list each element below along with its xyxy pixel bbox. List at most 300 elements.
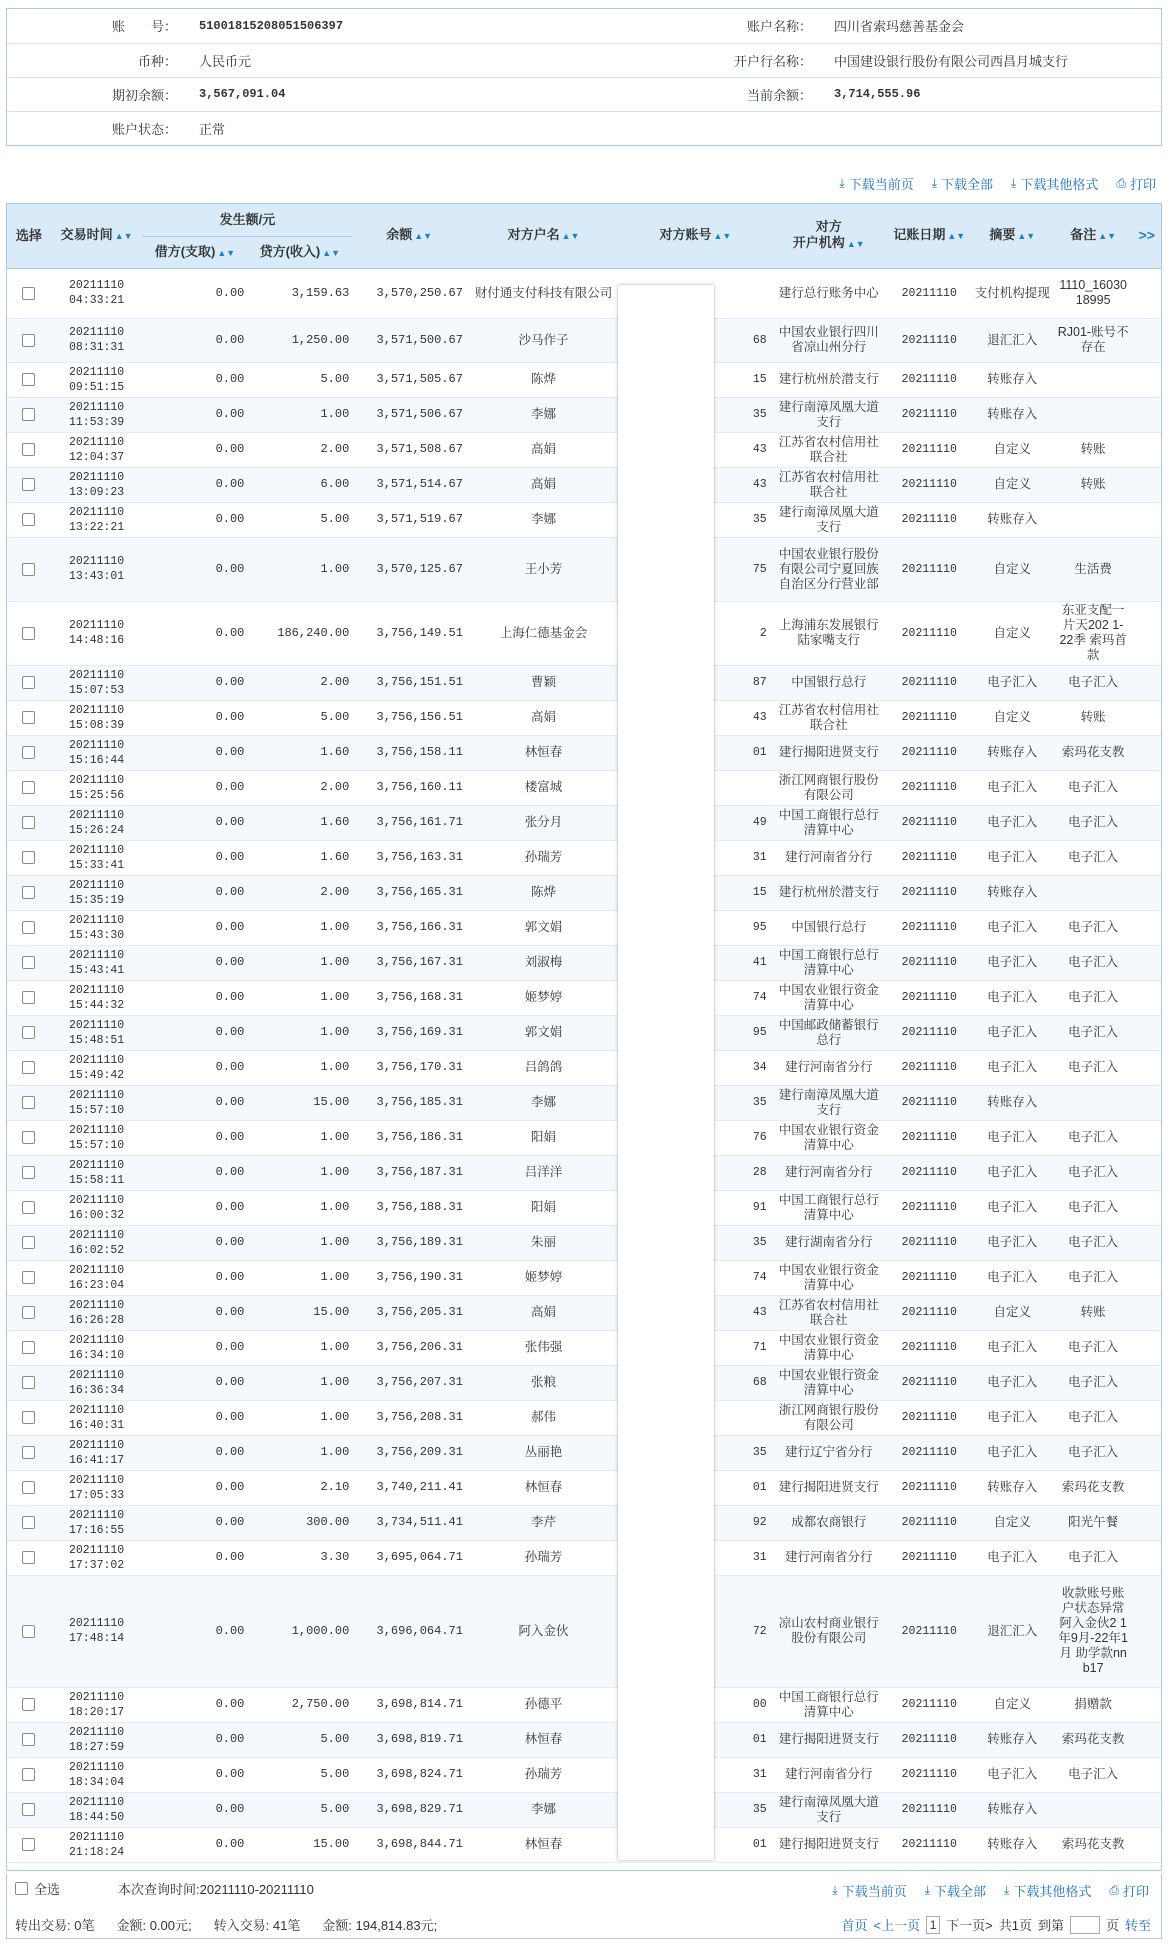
trx-date: 20211110 (68, 1193, 125, 1207)
remark-cell: 电子汇入 (1054, 1050, 1133, 1085)
post-date-cell: 20211110 (888, 362, 971, 397)
account-suffix: 15 (752, 886, 767, 899)
remark-cell: 电子汇入 (1054, 1155, 1133, 1190)
row-checkbox[interactable] (22, 1625, 35, 1638)
account-suffix: 35 (752, 1096, 767, 1109)
counterparty-name-cell: 陈烨 (466, 875, 621, 910)
row-checkbox[interactable] (22, 1026, 35, 1039)
balance-cell: 3,698,819.71 (352, 1722, 466, 1757)
bank-label: 开户行名称： (585, 43, 820, 77)
post-date-cell: 20211110 (888, 735, 971, 770)
row-select-cell (7, 362, 51, 397)
table-row (7, 432, 1161, 467)
download-icon: ⤓ (839, 176, 845, 190)
row-checkbox[interactable] (22, 1061, 35, 1074)
spacer-cell (1133, 945, 1162, 980)
post-date-cell: 20211110 (888, 1225, 971, 1260)
post-date-cell: 20211110 (888, 875, 971, 910)
trx-clock: 16:02:52 (68, 1243, 125, 1257)
post-date-cell: 20211110 (888, 1330, 971, 1365)
row-checkbox[interactable] (22, 1341, 35, 1354)
transaction-table-container (6, 203, 1162, 1871)
balance-cell: 3,740,211.41 (352, 1470, 466, 1505)
goto-page-input[interactable] (1070, 1916, 1100, 1934)
debit-cell: 0.00 (142, 1295, 247, 1330)
counterparty-bank-cell: 江苏省农村信用社联合社 (770, 432, 888, 467)
credit-cell: 2.00 (247, 770, 352, 805)
counterparty-bank-cell: 浙江网商银行股份有限公司 (770, 770, 888, 805)
table-row (7, 1225, 1161, 1260)
row-checkbox[interactable] (22, 886, 35, 899)
trx-time-cell (51, 1757, 143, 1792)
remark-cell: 阳光午餐 (1054, 1505, 1133, 1540)
counterparty-name-cell: 姬梦婷 (466, 1260, 621, 1295)
goto-button[interactable]: 转至 (1124, 1918, 1151, 1933)
table-row (7, 875, 1161, 910)
trx-time-cell (51, 1792, 143, 1827)
summary-cell: 电子汇入 (971, 1757, 1054, 1792)
row-checkbox[interactable] (22, 1768, 35, 1781)
counterparty-bank-cell: 中国银行总行 (770, 910, 888, 945)
row-checkbox[interactable] (22, 1376, 35, 1389)
row-checkbox[interactable] (22, 1271, 35, 1284)
row-checkbox[interactable] (22, 676, 35, 689)
row-select-cell (7, 1757, 51, 1792)
spacer-cell (1133, 1722, 1162, 1757)
post-date-cell: 20211110 (888, 432, 971, 467)
in-trx-count: 转入交易: 41笔 (213, 1918, 301, 1933)
post-date-cell: 20211110 (888, 1400, 971, 1435)
row-checkbox[interactable] (22, 478, 35, 491)
post-date-cell: 20211110 (888, 770, 971, 805)
row-checkbox[interactable] (22, 1446, 35, 1459)
row-select-cell (7, 1330, 51, 1365)
counterparty-name-cell: 财付通支付科技有限公司 (466, 268, 621, 318)
counterparty-bank-cell: 江苏省农村信用社联合社 (770, 700, 888, 735)
balance-cell: 3,570,250.67 (352, 268, 466, 318)
credit-cell: 2.00 (247, 432, 352, 467)
row-select-cell (7, 1827, 51, 1862)
trx-date: 20211110 (68, 1690, 125, 1704)
spacer-cell (1133, 1225, 1162, 1260)
trx-time-cell (51, 362, 143, 397)
credit-cell: 1.60 (247, 840, 352, 875)
debit-cell: 0.00 (142, 1365, 247, 1400)
counterparty-bank-cell: 中国农业银行资金清算中心 (770, 1330, 888, 1365)
debit-cell: 0.00 (142, 1225, 247, 1260)
row-checkbox[interactable] (22, 1131, 35, 1144)
row-checkbox[interactable] (22, 921, 35, 934)
account-suffix: 68 (752, 1376, 767, 1389)
post-date-cell: 20211110 (888, 1435, 971, 1470)
balance-cell: 3,756,187.31 (352, 1155, 466, 1190)
trx-date: 20211110 (68, 1543, 125, 1557)
row-checkbox[interactable] (22, 1516, 35, 1529)
trx-clock: 09:51:15 (68, 380, 125, 394)
download-other-format-button[interactable] (1004, 1881, 1091, 1900)
trx-time-cell (51, 1330, 143, 1365)
header-counterparty-bank[interactable] (770, 204, 888, 268)
download-page-button[interactable] (839, 174, 913, 193)
post-date-cell: 20211110 (888, 1155, 971, 1190)
sort-icon[interactable]: ▲▼ (713, 231, 732, 242)
query-time-text: 本次查询时间:20211110-20211110 (118, 1882, 314, 1897)
credit-cell: 1.00 (247, 1365, 352, 1400)
row-checkbox[interactable] (22, 563, 35, 576)
row-checkbox[interactable] (22, 334, 35, 347)
remark-cell: 收款账号账户状态异常阿入金伙2 1年9月-22年1月 助学款nn b17 (1054, 1575, 1133, 1687)
prev-page-link[interactable]: <上一页 (873, 1918, 921, 1933)
trx-time-cell (51, 1540, 143, 1575)
summary-cell: 自定义 (971, 1687, 1054, 1722)
spacer-cell (1133, 910, 1162, 945)
summary-cell: 电子汇入 (971, 980, 1054, 1015)
debit-cell: 0.00 (142, 268, 247, 318)
trx-time-cell (51, 1687, 143, 1722)
debit-cell: 0.00 (142, 362, 247, 397)
trx-time-cell (51, 432, 143, 467)
trx-date: 20211110 (68, 1438, 125, 1452)
debit-cell: 0.00 (142, 945, 247, 980)
trx-date: 20211110 (68, 1298, 125, 1312)
download-icon: ⤓ (924, 1883, 931, 1897)
remark-cell: 索玛花支教 (1054, 1470, 1133, 1505)
post-date-cell: 20211110 (888, 1260, 971, 1295)
trx-time-cell (51, 1155, 143, 1190)
balance-cell: 3,571,514.67 (352, 467, 466, 502)
spacer-cell (1133, 502, 1162, 537)
empty-cell (820, 111, 1163, 145)
post-date-cell: 20211110 (888, 805, 971, 840)
credit-cell: 5.00 (247, 1722, 352, 1757)
sort-icon[interactable]: ▲▼ (217, 247, 236, 258)
row-checkbox[interactable] (22, 1166, 35, 1179)
row-select-cell (7, 1505, 51, 1540)
next-page-link[interactable]: 下一页> (946, 1918, 993, 1933)
account-suffix: 28 (752, 1166, 767, 1179)
currency-value: 人民币元 (185, 43, 585, 77)
trx-time-cell (51, 1435, 143, 1470)
post-date-cell: 20211110 (888, 318, 971, 362)
summary-cell: 电子汇入 (971, 1015, 1054, 1050)
counterparty-bank-cell: 建行湖南省分行 (770, 1225, 888, 1260)
trx-clock: 16:00:32 (68, 1208, 125, 1222)
credit-cell: 1.00 (247, 1015, 352, 1050)
balance-cell: 3,695,064.71 (352, 1540, 466, 1575)
current-balance-value: 3,714,555.96 (820, 77, 1163, 111)
spacer-cell (1133, 1260, 1162, 1295)
summary-cell: 电子汇入 (971, 770, 1054, 805)
total-pages: 共1页 (998, 1918, 1032, 1933)
row-select-cell (7, 910, 51, 945)
trx-clock: 15:35:19 (68, 893, 125, 907)
debit-cell: 0.00 (142, 1435, 247, 1470)
counterparty-name-cell: 郭文娟 (466, 910, 621, 945)
remark-cell: 转账 (1054, 432, 1133, 467)
remark-cell: 1110_16030 18995 (1054, 268, 1133, 318)
account-name-value: 四川省索玛慈善基金会 (820, 9, 1163, 43)
download-page-button[interactable] (832, 1881, 906, 1900)
row-checkbox[interactable] (22, 991, 35, 1004)
post-date-cell: 20211110 (888, 1722, 971, 1757)
header-counterparty-name[interactable] (466, 204, 621, 268)
remark-cell: 索玛花支教 (1054, 1722, 1133, 1757)
remark-cell: 索玛花支教 (1054, 1827, 1133, 1862)
row-checkbox[interactable] (22, 513, 35, 526)
trx-time-cell (51, 502, 143, 537)
current-balance-label: 当前余额： (585, 77, 820, 111)
sort-icon[interactable]: ▲▼ (1098, 231, 1117, 242)
header-credit[interactable] (247, 236, 352, 268)
counterparty-name-cell: 王小芳 (466, 537, 621, 601)
account-suffix: 91 (752, 1201, 767, 1214)
remark-cell: 电子汇入 (1054, 1435, 1133, 1470)
row-checkbox[interactable] (22, 1236, 35, 1249)
summary-cell: 电子汇入 (971, 1155, 1054, 1190)
account-no-label: 账 号： (7, 9, 185, 43)
download-other-format-button[interactable] (1011, 174, 1098, 193)
summary-cell: 自定义 (971, 601, 1054, 665)
counterparty-bank-cell: 建行总行账务中心 (770, 268, 888, 318)
remark-cell: 转账 (1054, 467, 1133, 502)
credit-cell: 1.00 (247, 1190, 352, 1225)
row-checkbox[interactable] (22, 781, 35, 794)
first-page-link[interactable]: 首页 (841, 1918, 868, 1933)
print-button[interactable] (1109, 1881, 1149, 1900)
row-checkbox[interactable] (22, 627, 35, 640)
row-select-cell (7, 1050, 51, 1085)
debit-cell: 0.00 (142, 1505, 247, 1540)
sort-icon[interactable]: ▲▼ (561, 231, 580, 242)
row-checkbox[interactable] (22, 746, 35, 759)
row-checkbox[interactable] (22, 1698, 35, 1711)
row-checkbox[interactable] (22, 1838, 35, 1851)
row-checkbox[interactable] (22, 711, 35, 724)
trx-clock: 16:41:17 (68, 1453, 125, 1467)
row-checkbox[interactable] (22, 1481, 35, 1494)
download-icon: ⤓ (1004, 1883, 1010, 1897)
counterparty-name-cell: 张粮 (466, 1365, 621, 1400)
trx-clock: 17:48:14 (68, 1632, 125, 1645)
row-checkbox[interactable] (22, 1201, 35, 1214)
download-page-label: 下载当前页 (841, 1884, 907, 1899)
debit-cell: 0.00 (142, 770, 247, 805)
trx-clock: 13:43:01 (68, 570, 125, 583)
trx-time-cell (51, 1365, 143, 1400)
download-all-button[interactable] (932, 174, 993, 193)
row-checkbox[interactable] (22, 1551, 35, 1564)
summary-cell: 电子汇入 (971, 1400, 1054, 1435)
credit-cell: 1.00 (247, 537, 352, 601)
counterparty-name-cell: 林恒春 (466, 735, 621, 770)
row-select-cell (7, 875, 51, 910)
balance-cell: 3,756,169.31 (352, 1015, 466, 1050)
summary-cell: 转账存入 (971, 1792, 1054, 1827)
trx-time-cell (51, 805, 143, 840)
counterparty-bank-cell: 建行杭州於潜支行 (770, 362, 888, 397)
counterparty-name-cell: 丛丽艳 (466, 1435, 621, 1470)
header-credit-label: 贷方(收入) (259, 243, 321, 259)
account-info-panel (6, 8, 1162, 146)
toolbar-bottom (832, 1881, 1149, 1900)
counterparty-bank-cell: 建行河南省分行 (770, 1050, 888, 1085)
account-no-value: 51001815208051506397 (185, 9, 585, 43)
debit-cell: 0.00 (142, 700, 247, 735)
spacer-cell (1133, 318, 1162, 362)
sort-icon[interactable]: ▲▼ (947, 231, 966, 242)
header-post-date[interactable] (888, 204, 971, 268)
balance-cell: 3,698,824.71 (352, 1757, 466, 1792)
credit-cell: 1.00 (247, 1435, 352, 1470)
account-suffix: 31 (752, 851, 767, 864)
remark-cell: 电子汇入 (1054, 770, 1133, 805)
sort-icon[interactable]: ▲▼ (1017, 231, 1036, 242)
trx-clock: 15:25:56 (68, 788, 125, 802)
row-checkbox[interactable] (22, 373, 35, 386)
debit-cell: 0.00 (142, 1155, 247, 1190)
row-checkbox[interactable] (22, 287, 35, 300)
credit-cell: 5.00 (247, 1757, 352, 1792)
credit-cell: 15.00 (247, 1295, 352, 1330)
post-date-cell: 20211110 (888, 700, 971, 735)
row-checkbox[interactable] (22, 443, 35, 456)
account-suffix: 43 (752, 443, 767, 456)
counterparty-bank-cell: 中国农业银行四川省凉山州分行 (770, 318, 888, 362)
select-all-checkbox[interactable] (15, 1882, 28, 1895)
counterparty-bank-cell: 中国银行总行 (770, 665, 888, 700)
header-debit[interactable] (142, 236, 247, 268)
trx-date: 20211110 (68, 1508, 125, 1522)
header-time[interactable] (51, 204, 143, 268)
debit-cell: 0.00 (142, 318, 247, 362)
account-suffix: 76 (752, 1131, 767, 1144)
counterparty-name-cell: 张分月 (466, 805, 621, 840)
counterparty-bank-cell: 建行南漳凤凰大道支行 (770, 1085, 888, 1120)
trx-date: 20211110 (68, 738, 125, 752)
balance-cell: 3,756,185.31 (352, 1085, 466, 1120)
header-counterparty-account[interactable] (621, 204, 770, 268)
sort-icon[interactable]: ▲▼ (322, 247, 341, 258)
counterparty-bank-cell: 建行南漳凤凰大道支行 (770, 502, 888, 537)
download-all-label: 下载全部 (934, 1884, 987, 1899)
debit-cell: 0.00 (142, 735, 247, 770)
debit-cell: 0.00 (142, 1050, 247, 1085)
table-row (7, 980, 1161, 1015)
row-select-cell (7, 537, 51, 601)
counterparty-bank-cell: 中国农业银行资金清算中心 (770, 1260, 888, 1295)
more-columns-button[interactable] (1133, 204, 1162, 268)
row-checkbox[interactable] (22, 1096, 35, 1109)
remark-cell: 电子汇入 (1054, 1400, 1133, 1435)
header-balance[interactable] (352, 204, 466, 268)
summary-cell: 支付机构提现 (971, 268, 1054, 318)
balance-cell: 3,756,151.51 (352, 665, 466, 700)
row-select-cell (7, 1015, 51, 1050)
account-suffix: 41 (752, 956, 767, 969)
row-select-cell (7, 1120, 51, 1155)
counterparty-bank-cell: 建行揭阳进贤支行 (770, 1470, 888, 1505)
trx-clock: 16:40:31 (68, 1418, 125, 1432)
trx-clock: 15:43:41 (68, 963, 125, 977)
trx-time-cell (51, 318, 143, 362)
counterparty-name-cell: 孙德平 (466, 1687, 621, 1722)
header-summary[interactable] (971, 204, 1054, 268)
spacer-cell (1133, 1575, 1162, 1687)
sort-icon[interactable]: ▲▼ (114, 231, 133, 242)
balance-cell: 3,698,829.71 (352, 1792, 466, 1827)
row-checkbox[interactable] (22, 1411, 35, 1424)
table-row (7, 1722, 1161, 1757)
row-checkbox[interactable] (22, 1733, 35, 1746)
account-suffix: 35 (752, 513, 767, 526)
row-checkbox[interactable] (22, 816, 35, 829)
remark-cell: 电子汇入 (1054, 1225, 1133, 1260)
credit-cell: 1.00 (247, 980, 352, 1015)
counterparty-name-cell: 李娜 (466, 397, 621, 432)
row-select-cell (7, 1365, 51, 1400)
download-all-button[interactable] (925, 1881, 986, 1900)
trx-date: 20211110 (68, 365, 125, 379)
row-checkbox[interactable] (22, 1803, 35, 1816)
trx-date: 20211110 (68, 619, 125, 632)
spacer-cell (1133, 1792, 1162, 1827)
summary-cell: 转账存入 (971, 502, 1054, 537)
row-checkbox[interactable] (22, 408, 35, 421)
header-remark[interactable] (1054, 204, 1133, 268)
row-select-cell (7, 1400, 51, 1435)
credit-cell: 1.00 (247, 910, 352, 945)
account-suffix: 31 (752, 1551, 767, 1564)
debit-cell: 0.00 (142, 1400, 247, 1435)
trx-time-cell (51, 397, 143, 432)
trx-clock: 15:33:41 (68, 858, 125, 872)
credit-cell: 1.00 (247, 945, 352, 980)
balance-cell: 3,734,511.41 (352, 1505, 466, 1540)
opening-balance-label: 期初余额： (7, 77, 185, 111)
trx-clock: 16:23:04 (68, 1278, 125, 1292)
footer-summary (15, 1915, 437, 1934)
account-suffix: 87 (752, 676, 767, 689)
page-unit-label: 页 (1105, 1918, 1119, 1933)
trx-date: 20211110 (68, 808, 125, 822)
print-button[interactable] (1116, 174, 1156, 193)
redaction-overlay (618, 285, 714, 1860)
balance-cell: 3,571,519.67 (352, 502, 466, 537)
row-checkbox[interactable] (22, 956, 35, 969)
account-suffix: 74 (752, 991, 767, 1004)
summary-cell: 退汇汇入 (971, 1575, 1054, 1687)
credit-cell: 2.00 (247, 875, 352, 910)
sort-icon[interactable]: ▲▼ (846, 239, 865, 250)
table-row (7, 1120, 1161, 1155)
table-row (7, 502, 1161, 537)
counterparty-name-cell: 郭文娟 (466, 1015, 621, 1050)
row-checkbox[interactable] (22, 851, 35, 864)
row-select-cell (7, 1687, 51, 1722)
counterparty-bank-cell: 建行揭阳进贤支行 (770, 1722, 888, 1757)
summary-cell: 自定义 (971, 1505, 1054, 1540)
debit-cell: 0.00 (142, 601, 247, 665)
row-select-cell (7, 1295, 51, 1330)
counterparty-name-cell: 阳娟 (466, 1120, 621, 1155)
credit-cell: 1,250.00 (247, 318, 352, 362)
trx-time-cell (51, 467, 143, 502)
counterparty-bank-cell: 江苏省农村信用社联合社 (770, 467, 888, 502)
trx-date: 20211110 (68, 1617, 125, 1630)
sort-icon[interactable]: ▲▼ (414, 231, 433, 242)
row-checkbox[interactable] (22, 1306, 35, 1319)
summary-cell: 转账存入 (971, 1827, 1054, 1862)
